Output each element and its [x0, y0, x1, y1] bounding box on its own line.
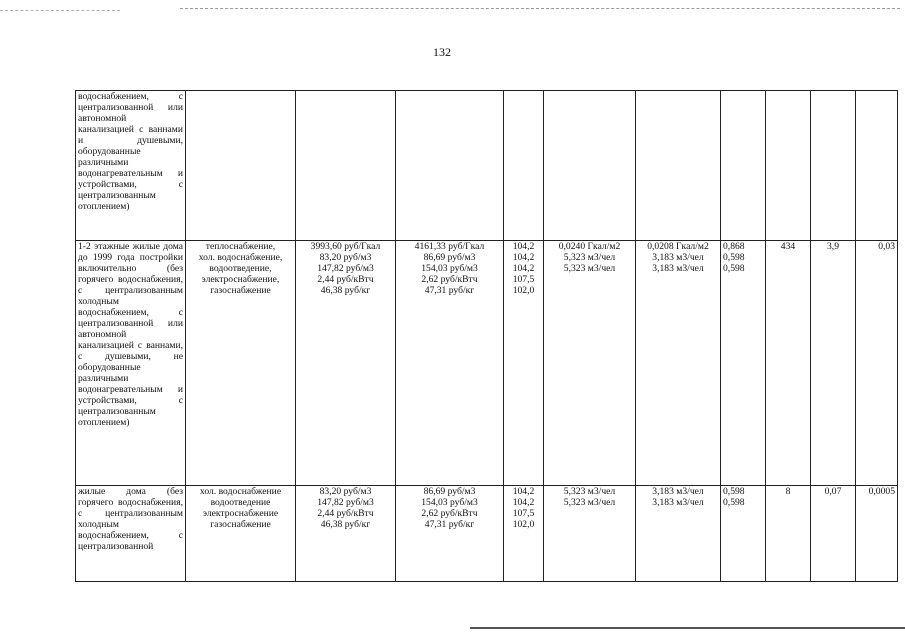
tariff-2019-cell	[296, 241, 396, 486]
cell-line: хол. водоснабжение,	[198, 252, 283, 263]
cell-line: 104,2	[512, 263, 535, 274]
table-row	[76, 91, 898, 241]
cell-text: 0,07	[824, 486, 842, 497]
norm-consumption-cell	[544, 486, 636, 582]
cell-line: 2,62 руб/кВтч	[421, 274, 478, 285]
norm-consumption-2-cell	[636, 241, 721, 486]
tariff-2020-cell	[396, 91, 504, 241]
cell-text: 3,9	[827, 241, 839, 252]
cell-line: 102,0	[512, 285, 535, 296]
norm-consumption-cell	[544, 241, 636, 486]
count-cell	[766, 486, 811, 582]
coefficient-cell	[721, 486, 766, 582]
norm-consumption-2-cell	[636, 486, 721, 582]
utility-services-cell	[186, 241, 296, 486]
cell-text: 434	[780, 241, 796, 252]
cell-line: 0,598	[723, 263, 745, 274]
index-percent-cell	[504, 241, 544, 486]
cell-line: 3,183 м3/чел	[652, 263, 704, 274]
table-row	[76, 241, 898, 486]
tariff-table	[75, 90, 898, 582]
cell-line: электроснабжение,	[201, 274, 280, 285]
cell-line: водоотведение	[210, 497, 271, 508]
cell-line: 0,598	[723, 497, 745, 508]
utility-services-cell	[186, 91, 296, 241]
cell-line: 83,20 руб/м3	[319, 252, 372, 263]
cell-line: 86,69 руб/м3	[423, 252, 476, 263]
cell-text: 8	[785, 486, 791, 497]
cell-line: 0,868	[723, 241, 745, 252]
cell-line: 5,323 м3/чел	[563, 497, 616, 508]
cell-line: 2,44 руб/кВтч	[317, 508, 374, 519]
cell-line: хол. водоснабжение	[199, 486, 282, 497]
count-cell	[766, 91, 811, 241]
cell-text: 0,03	[878, 241, 895, 252]
cell-line: 4161,33 руб/Гкал	[414, 241, 485, 252]
share-cell	[856, 486, 898, 582]
cell-line: 104,2	[512, 252, 535, 263]
norm-consumption-2-cell	[636, 91, 721, 241]
cell-line: водоотведение,	[209, 263, 272, 274]
tariff-2020-cell	[396, 241, 504, 486]
cell-line: 3,183 м3/чел	[652, 497, 704, 508]
cell-text: 0,0005	[868, 486, 895, 497]
cell-line: 104,2	[512, 241, 535, 252]
scan-edge-bottom	[470, 627, 905, 629]
cell-line: 46,38 руб/кг	[320, 285, 371, 296]
cell-line: 5,323 м3/чел	[563, 263, 616, 274]
page-number: 132	[433, 45, 451, 59]
building-type-cell	[76, 91, 186, 241]
cell-text: 1-2 этажные жилые дома до 1999 года постройки включительно (без горячего водоснабжения, с централизованным холодным водоснабжением, с централизованной или автономной канализацией с ваннами, с душевыми, не оборудованные различными водонагревательным и устройствами, с централизованным отоплением)	[78, 241, 183, 428]
tariff-2019-cell	[296, 486, 396, 582]
cell-line: 0,598	[723, 252, 745, 263]
value-cell	[811, 241, 856, 486]
cell-line: 47,31 руб/кг	[424, 285, 475, 296]
tariff-2019-cell	[296, 91, 396, 241]
scan-edge-top-left	[0, 10, 120, 11]
share-cell	[856, 241, 898, 486]
cell-line: 47,31 руб/кг	[424, 519, 475, 530]
cell-line: 107,5	[512, 508, 535, 519]
cell-text: жилые дома (без горячего водоснабжения, с централизованным холодным водоснабжением, с централизованной	[78, 486, 183, 552]
cell-line: теплоснабжение,	[205, 241, 276, 252]
table-row	[76, 486, 898, 582]
cell-line: 2,62 руб/кВтч	[421, 508, 478, 519]
building-type-cell	[76, 486, 186, 582]
cell-line: 104,2	[512, 486, 535, 497]
cell-line: 0,0240 Гкал/м2	[558, 241, 621, 252]
index-percent-cell	[504, 486, 544, 582]
cell-line: 5,323 м3/чел	[563, 252, 616, 263]
count-cell	[766, 241, 811, 486]
cell-line: 107,5	[512, 274, 535, 285]
building-type-cell	[76, 241, 186, 486]
cell-line: 147,82 руб/м3	[317, 263, 374, 274]
index-percent-cell	[504, 91, 544, 241]
cell-line: 83,20 руб/м3	[319, 486, 372, 497]
cell-line: 0,598	[723, 486, 745, 497]
cell-line: 147,82 руб/м3	[317, 497, 374, 508]
cell-line: 5,323 м3/чел	[563, 486, 616, 497]
cell-line: 86,69 руб/м3	[423, 486, 476, 497]
cell-line: 3,183 м3/чел	[652, 486, 704, 497]
value-cell	[811, 486, 856, 582]
share-cell	[856, 91, 898, 241]
norm-consumption-cell	[544, 91, 636, 241]
cell-line: 46,38 руб/кг	[320, 519, 371, 530]
coefficient-cell	[721, 91, 766, 241]
utility-services-cell	[186, 486, 296, 582]
cell-line: 0,0208 Гкал/м2	[647, 241, 709, 252]
cell-line: газоснабжение	[210, 519, 271, 530]
coefficient-cell	[721, 241, 766, 486]
cell-line: 3,183 м3/чел	[652, 252, 704, 263]
cell-text: водоснабжением, с централизованной или автономной канализацией с ваннами и душевыми, оборудованные различными водонагревательным и устройствами, с централизованным отоплением)	[78, 91, 183, 212]
value-cell	[811, 91, 856, 241]
cell-line: электроснабжение	[202, 508, 279, 519]
scan-edge-top	[180, 8, 900, 9]
cell-line: 154,03 руб/м3	[421, 497, 478, 508]
cell-line: газоснабжение	[210, 285, 271, 296]
cell-line: 2,44 руб/кВтч	[317, 274, 374, 285]
cell-line: 3993,60 руб/Гкал	[310, 241, 381, 252]
cell-line: 154,03 руб/м3	[421, 263, 478, 274]
cell-line: 102,0	[512, 519, 535, 530]
tariff-2020-cell	[396, 486, 504, 582]
cell-line: 104,2	[512, 497, 535, 508]
